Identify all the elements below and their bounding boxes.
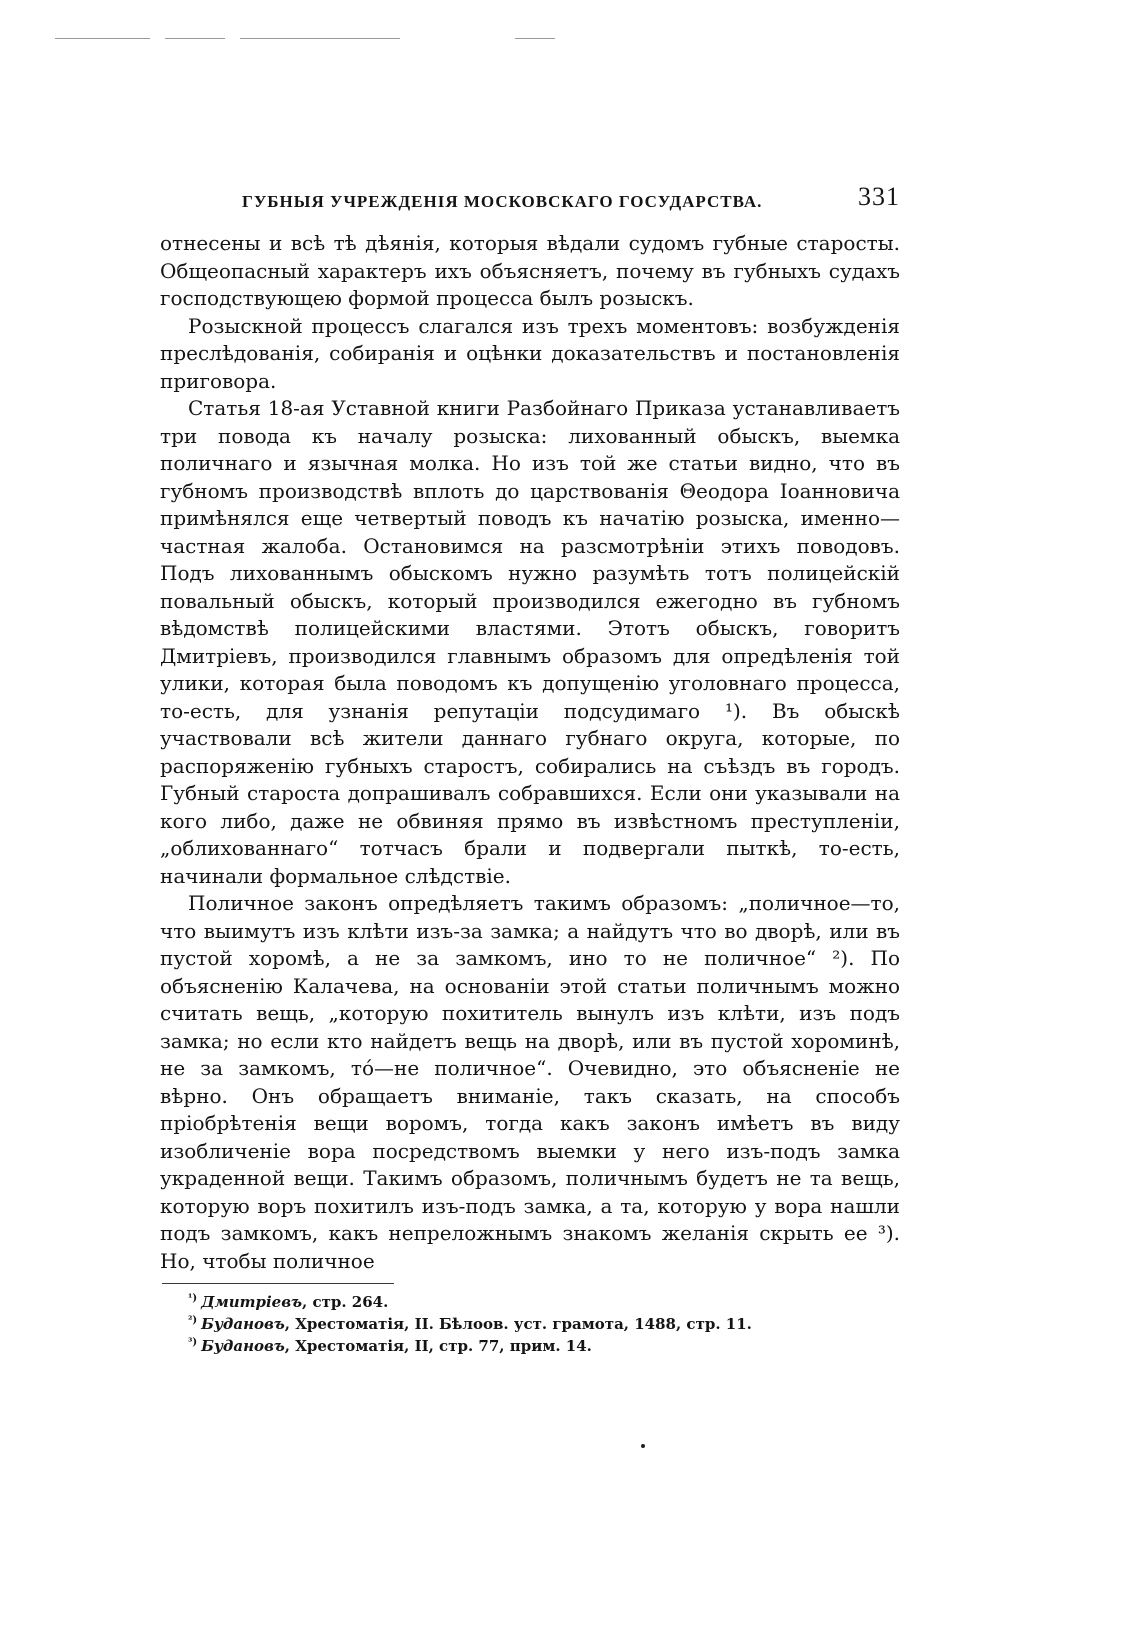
footnote-author: Будановъ (201, 1337, 285, 1355)
body-text (160, 230, 900, 1275)
footnote-text: , Хрестоматія, II, стр. 77, прим. 14. (284, 1337, 592, 1355)
footnote-2 (188, 1313, 900, 1335)
footnote-author: Дмитріевъ (201, 1293, 302, 1311)
paragraph-4: Поличное законъ опредѣляетъ такимъ образомъ: „поличное—то, что выимутъ изъ клѣти изъ-за замка; а найдутъ что во дворѣ, или въ пустой хоромѣ, а не за замкомъ, ино то не поличное“ ²). По объясненію Калачева, на основаніи этой статьи поличнымъ можно считать вещь, „которую похититель вынулъ изъ клѣти, изъ подъ замка; но если кто найдетъ вещь на дворѣ, или въ пустой хороминѣ, не за замкомъ, тó—не поличное“. Очевидно, это объясненіе не вѣрно. Онъ обращаетъ вниманіе, такъ сказать, на способъ пріобрѣтенія вещи воромъ, тогда какъ законъ имѣетъ въ виду изобличеніе вора посредствомъ выемки у него изъ-подъ замка украденной вещи. Такимъ образомъ, поличнымъ будетъ не та вещь, которую воръ похитилъ изъ-подъ замка, а та, которую у вора нашли подъ замкомъ, какъ непреложнымъ знакомъ желанія скрыть ее ³). Но, чтобы поличное (160, 891, 900, 1273)
footnote-text: , стр. 264. (302, 1293, 389, 1311)
footnote-mark: ²) (188, 1315, 198, 1326)
ink-speck (641, 1444, 645, 1448)
scan-edge-marks (55, 38, 575, 41)
footnote-1 (188, 1291, 900, 1313)
running-header (160, 180, 900, 218)
footnote-author: Будановъ (201, 1315, 285, 1333)
footnote-divider (162, 1283, 394, 1284)
footnote-mark: ¹) (188, 1293, 198, 1304)
running-title: ГУБНЫЯ УЧРЕЖДЕНІЯ МОСКОВСКАГО ГОСУДАРСТВА. (242, 192, 763, 211)
paragraph-3: Статья 18-ая Уставной книги Разбойнаго Приказа устанавливаетъ три повода къ началу розыска: лихованный обыскъ, выемка поличнаго и язычная молка. Но изъ той же статьи видно, что въ губномъ производствѣ вплоть до царствованія Θеодора Іоанновича примѣнялся еще четвертый поводъ къ начатію розыска, именно—частная жалоба. Остановимся на разсмотрѣніи этихъ поводовъ. Подъ лихованнымъ обыскомъ нужно разумѣть тотъ полицейскій повальный обыскъ, который производился ежегодно въ губномъ вѣдомствѣ полицейскими властями. Этотъ обыскъ, говоритъ Дмитріевъ, производился главнымъ образомъ для опредѣленія той улики, которая была поводомъ къ допущенію уголовнаго процесса, то-есть, для узнанія репутаціи подсудимаго ¹). Въ обыскѣ участвовали всѣ жители даннаго губнаго округа, которые, по распоряженію губныхъ старостъ, собирались на съѣздъ въ городъ. Губный староста допрашивалъ собравшихся. Если они указывали на кого либо, даже не обвиняя прямо въ извѣстномъ преступленіи, „облихованнаго“ тотчасъ брали и подвергали пыткѣ, то-есть, начинали формальное слѣдствіе. (160, 396, 900, 888)
book-page (160, 180, 900, 1357)
page-number: 331 (858, 182, 900, 211)
footnote-mark: ³) (188, 1337, 198, 1348)
paragraph-1: отнесены и всѣ тѣ дѣянія, которыя вѣдали судомъ губные старосты. Общеопасный характеръ ихъ объясняетъ, почему въ губныхъ судахъ господствующею формой процесса былъ розыскъ. (160, 231, 900, 310)
footnotes (160, 1291, 900, 1357)
footnote-text: , Хрестоматія, II. Бѣлоов. уст. грамота, 1488, стр. 11. (284, 1315, 752, 1333)
paragraph-2: Розыскной процессъ слагался изъ трехъ моментовъ: возбужденія преслѣдованія, собиранія и оцѣнки доказательствъ и постановленія приговора. (160, 313, 900, 393)
footnote-3 (188, 1335, 900, 1357)
